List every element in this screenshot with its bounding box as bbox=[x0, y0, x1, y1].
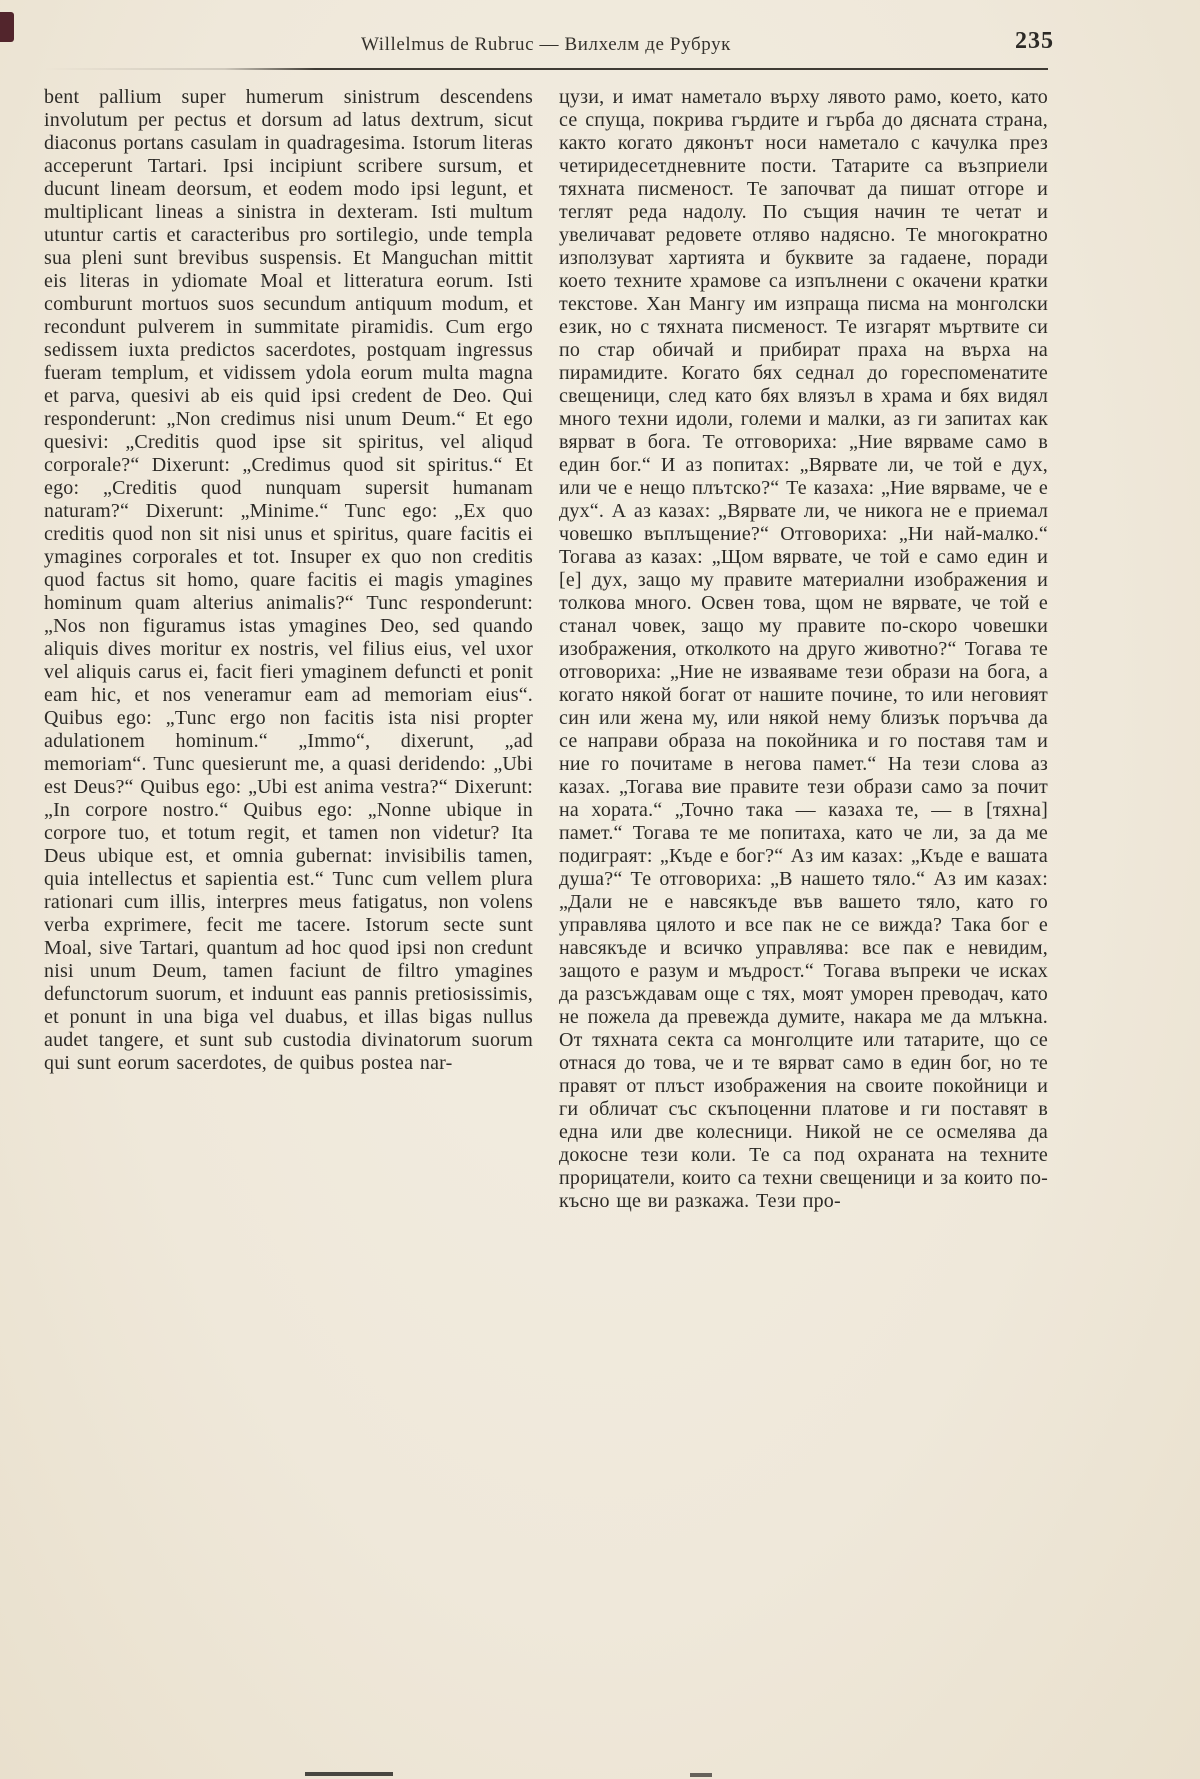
page-number: 235 bbox=[1015, 28, 1054, 54]
header-rule bbox=[44, 68, 1048, 70]
bulgarian-text-column: цузи, и имат наметало върху лявото рамо, което, като се спуща, покрива гърдите и гърба до дясната страна, както когато дяконът носи наметало с качулка през четиридесетдневните пости. Татарите са възприели тяхната писменост. Те започват да пишат отгоре и теглят реда надолу. По същия начин те четат и увеличават редовете отляво надясно. Те многократно използуват хартията и буквите за гадаене, поради което техните храмове са изпълнени с окачени кратки текстове. Хан Мангу им изпраща писма на монголски език, но с тяхната писменост. Те изгарят мъртвите си по стар обичай и прибират праха на върха на пирамидите. Когато бях седнал до гореспоменатите свещеници, след като бях влязъл в храма и бях видял много техни идоли, големи и малки, аз ги запитах как вярват в бога. Те отговориха: „Ние вярваме само в един бог.“ И аз попитах: „Вярвате ли, че той е дух, или че е нещо плътско?“ Те казаха: „Ние вярваме, че е дух“. А аз казах: „Вярвате ли, че никога не е приемал човешко въплъщение?“ Отговориха: „Ни най-малко.“ Тогава аз казах: „Щом вярвате, че той е само един и [е] дух, защо му правите материални изображения и толкова много. Освен това, щом не вярвате, че той е станал човек, защо му правите по-скоро човешки изображения, отколкото на друго животно?“ Тогава те отговориха: „Ние не изваяваме тези образи на бога, а когато някой богат от нашите почине, то или неговият син или жена му, или някой нему близък поръчва да се направи образа на покойника и го поставя там и ние го почитаме в негова памет.“ На тези слова аз казах. „Тогава вие правите тези образи само за почит на хората.“ „Точно така — казаха те, — в [тяхна] памет.“ Тогава те ме попитаха, като че ли, за да ме подиграят: „Къде е бог?“ Аз им казах: „Къде е вашата душа?“ Те отговориха: „В нашето тяло.“ Аз им казах: „Дали не е навсякъде във вашето тяло, като го управлява цялото и все пак не се вижда? Така бог е навсякъде и всичко управлява: все пак е невидим, защото е разум и мъдрост.“ Тогава въпреки че исках да разсъждавам още с тях, моят уморен преводач, като не пожела да превежда думите, накара ме да млъкна. От тяхната секта са монголците или татарите, що се отнася до това, че и те вярват само в един бог, но те правят от плъст изображения на своите покойници и ги обличат със скъпоценни платове и ги поставят в една или две колесници. Никой не се осмелява да докосне тези коли. Те са под охраната на техните прорицатели, които са техни свещеници и за които по-късно ще ви разкажа. Тези про- bbox=[559, 86, 1048, 1212]
latin-text-column: bent pallium super humerum sinistrum descendens involutum per pectus et dorsum ad latus dextrum, sicut diaconus portans casulam in quadragesima. Istorum literas acceperunt Tartari. Ipsi incipiunt scribere sursum, et ducunt lineam deorsum, et eodem modo ipsi legunt, et multiplicant lineas a sinistra in dexteram. Isti multum utuntur cartis et caracteribus pro sortilegio, unde templa sua pleni sunt brevibus suspensis. Et Manguchan mittit eis literas in ydiomate Moal et litteratura eorum. Isti comburunt mortuos suos secundum antiquum modum, et recondunt pulverem in summitate piramidis. Cum ergo sedissem iuxta predictos sacerdotes, postquam ingressus fueram templum, et vidissem ydola eorum multa magna et parva, quesivi ab eis quid ipsi credent de Deo. Qui responderunt: „Non credimus nisi unum Deum.“ Et ego quesivi: „Creditis quod ipse sit spiritus, vel aliqud corporale?“ Dixerunt: „Credimus quod sit spiritus.“ Et ego: „Creditis quod nunquam supersit humanam naturam?“ Dixerunt: „Minime.“ Tunc ego: „Ex quo creditis quod non sit nisi unus et spiritus, quare facitis ei ymagines corporales et tot. Insuper ex quo non creditis quod factus sit homo, quare facitis ei magis ymagines hominum quam alterius animalis?“ Tunc responderunt: „Nos non figuramus istas ymagines Deo, sed quando aliquis dives moritur ex nostris, vel filius eius, vel uxor vel aliquis carus ei, facit fieri ymaginem defuncti et ponit eam hic, et nos veneramur eam ad memoriam eius“. Quibus ego: „Tunc ergo non facitis ista nisi propter adulationem hominum.“ „Immo“, dixerunt, „ad memoriam“. Tunc quesierunt me, a quasi deridendo: „Ubi est Deus?“ Quibus ego: „Ubi est anima vestra?“ Dixerunt: „In corpore nostro.“ Quibus ego: „Nonne ubique in corpore tuo, et totum regit, et tamen non videtur? Ita Deus ubique est, et omnia gubernat: invisibilis tamen, quia intellectus et sapientia est.“ Tunc cum vellem plura rationari cum illis, interpres meus fatigatus, non volens verba exprimere, fecit me tacere. Istorum secte sunt Moal, sive Tartari, quantum ad hoc quod ipsi non credunt nisi unum Deum, tamen faciunt de filtro ymagines defunctorum suorum, et induunt eas pannis pretiosissimis, et ponunt in una biga vel duabus, et illas bigas nullus audet tangere, et sunt sub custodia divinatorum suorum qui sunt eorum sacerdotes, de quibus postea nar- bbox=[44, 86, 533, 1074]
text-columns bbox=[44, 86, 1048, 1213]
page-header bbox=[44, 28, 1054, 62]
running-title: Willelmus de Rubruc — Вилхелм де Рубрук bbox=[360, 34, 731, 55]
scan-artifact-corner bbox=[0, 12, 14, 42]
scan-artifact-bottom-left bbox=[305, 1772, 393, 1776]
scan-artifact-bottom-center bbox=[690, 1773, 712, 1777]
